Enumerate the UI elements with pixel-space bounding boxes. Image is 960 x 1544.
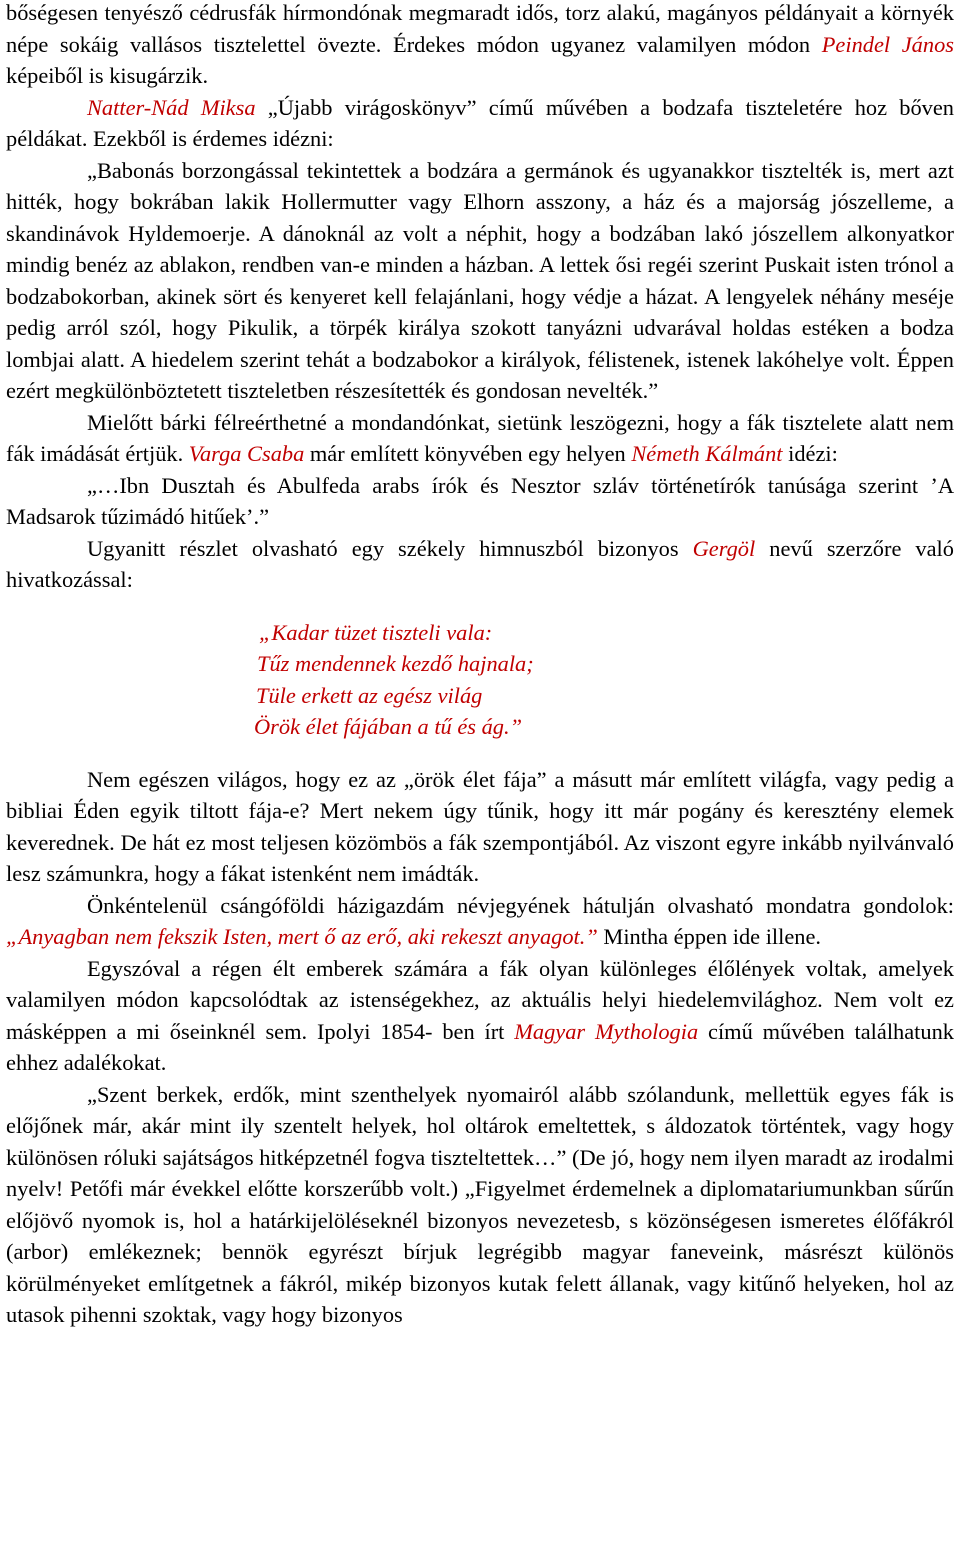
highlighted-text: Gergöl	[692, 535, 756, 561]
highlighted-text: Peindel János	[821, 31, 954, 57]
paragraph	[6, 155, 954, 407]
body-text-after-poem	[6, 764, 954, 1331]
poem-line: „Kadar tüzet tiszteli vala:	[259, 619, 493, 645]
paragraph	[6, 953, 954, 1079]
paragraph	[6, 92, 954, 155]
text-run: Önkéntelenül csángóföldi házigazdám névjegyének hátulján olvasható mondatra gondolok:	[87, 892, 954, 918]
text-run: nevű szerzőre való hivatkozással:	[6, 535, 954, 592]
text-run: Nem egészen világos, hogy ez az „örök élet fája” a másutt már említett világfa, vagy pedig a bibliai Éden egyik tiltott fája-e? Mert nekem úgy tűnik, hogy itt már pogány és keresztény elemek keverednek. De hát ez most teljesen közömbös a fák szempontjából. Az viszont egyre inkább nyilvánvaló lesz számunkra, hogy a fákat istenként nem imádták.	[6, 766, 954, 886]
text-run: „Babonás borzongással tekintettek a bodzára a germánok és ugyanakkor tisztelték is, mert azt hitték, hogy bokrában lakik Hollermutter vagy Elhorn asszony, a ház és a majorság jószelleme, a skandinávok Hyldemoerje. A dánoknál az volt a néphit, hogy a bodzában lakó jószellem alkonyatkor mindig benéz az ablakon, rendben van-e minden a házban. A lettek ősi regéi szerint Puskait isten trónol a bodzabokorban, akinek sört és kenyeret kell felajánlani, hogy védje a házat. A lengyelek néhány meséje pedig arról szól, hogy Pikulik, a törpék királya szokott tanyázni udvarával holdas estéken a bodza lombjai alatt. A hiedelem szerint tehát a bodzabokor a királyok, félistenek, istenek lakóhelye volt. Éppen ezért megkülönböztetett tiszteletben részesítették és gondosan nevelték.”	[6, 157, 954, 403]
paragraph	[6, 407, 954, 470]
text-run: „Szent berkek, erdők, mint szenthelyek nyomairól alább szólandunk, mellettük egyes fák is előjőnek már, akár mint ily szentelt helyek, hol oltárok emeltettek, s áldozatok történtek, vagy hogy különösen róluki sajátságos hitképzetnél fogva tiszteltettek…” (De jó, hogy nem ilyen maradt az irodalmi nyelv! Petőfi már évekkel előtte korszerűbb volt.) „Figyelmet érdemelnek a diplomatariumunkban sűrűn előjövő nyomok is, hol a határkijelöléseknél bizonyos nevezetesb, s közönségesen ismeretes élőfákról (arbor) emlékeznek; bennök egyrészt bírjuk legrégibb magyar faneveink, másrészt különös körülményeket említgetnek a fákról, mikép bizonyos kutak felett állanak, vagy kitűnő helyeken, hol az utasok pihenni szoktak, vagy hogy bizonyos	[6, 1081, 954, 1327]
poem-quote	[256, 617, 954, 743]
text-run: „…Ibn Dusztah és Abulfeda arabs írók és Nesztor szláv történetírók tanúsága szerint ’A Madsarok tűzimádó hitűek’.”	[6, 472, 954, 529]
text-run: idézi:	[782, 441, 838, 466]
highlighted-text: „Anyagban nem fekszik Isten, mert ő az erő, aki rekeszt anyagot.”	[6, 924, 598, 949]
highlighted-text: Magyar Mythologia	[514, 1018, 699, 1044]
document-page	[6, 0, 954, 1331]
highlighted-text: Varga Csaba	[188, 441, 305, 466]
highlighted-text: Natter-Nád Miksa	[87, 94, 256, 120]
paragraph	[6, 470, 954, 533]
text-run: képeiből is kisugárzik.	[6, 63, 209, 88]
paragraph	[6, 890, 954, 953]
text-run: Mielőtt bárki félreérthetné a mondandónkat, sietünk leszögezni, hogy a fák tisztelete alatt nem fák imádását értjük.	[6, 409, 954, 466]
paragraph	[6, 764, 954, 890]
poem-line: Örök élet fájában a tű és ág.”	[254, 714, 523, 739]
paragraph	[6, 1079, 954, 1331]
text-run: című művében találhatunk ehhez adalékokat.	[6, 1018, 954, 1075]
text-run: Mintha éppen ide illene.	[597, 924, 822, 949]
text-run: Egyszóval a régen élt emberek számára a fák olyan különleges élőlények voltak, amelyek valamilyen módon kapcsolódtak az istenségekhez, az aktuális helyi hiedelemvilághoz. Nem volt ez másképpen a mi őseinknél sem. Ipolyi 1854- ben írt	[6, 955, 954, 1044]
body-text-before-poem	[6, 0, 954, 596]
text-run: Ugyanitt részlet olvasható egy székely himnuszból bizonyos	[87, 535, 693, 561]
paragraph	[6, 533, 954, 596]
poem-line: Tüle erkett az egész világ	[256, 682, 483, 708]
paragraph	[6, 0, 954, 92]
highlighted-text: Németh Kálmánt	[631, 441, 783, 466]
poem-line: Tűz mendennek kezdő hajnala;	[257, 651, 534, 676]
text-run: bőségesen tenyésző cédrusfák hírmondónak megmaradt idős, torz alakú, magányos példányait a környék népe sokáig vallásos tisztelettel övezte. Érdekes módon ugyanez valamilyen módon	[6, 0, 954, 57]
text-run: „Újabb virágoskönyv” című művében a bodzafa tiszteletére hoz bőven példákat. Ezekből is érdemes idézni:	[6, 94, 954, 151]
text-run: már említett könyvében egy helyen	[304, 441, 632, 466]
